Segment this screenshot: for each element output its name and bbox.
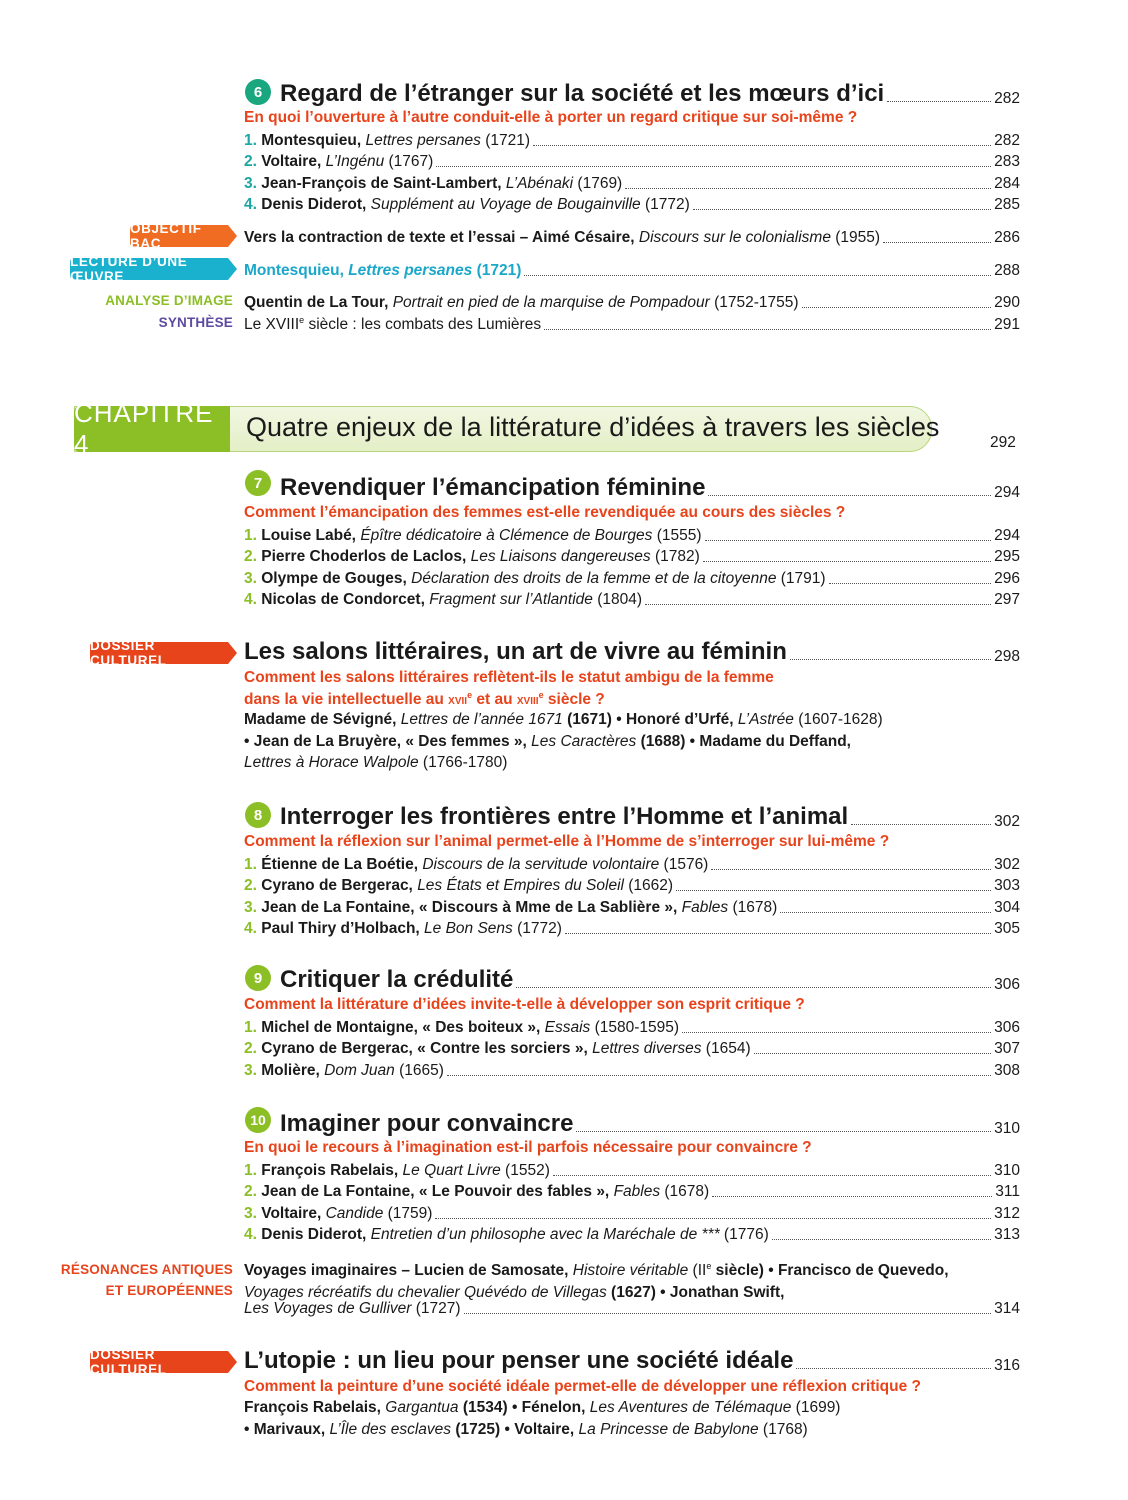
dot-leader (524, 275, 991, 276)
item-number: 2. (244, 153, 257, 171)
item-year: (1654) (701, 1040, 751, 1058)
item-year: (1791) (776, 569, 826, 587)
item-year: (1576) (659, 856, 709, 873)
dot-leader (772, 1239, 991, 1240)
item-author: Molière, (261, 1061, 325, 1079)
page-number: 312 (994, 1204, 1020, 1222)
item-work: Fables (681, 898, 729, 916)
chapter-label-box (74, 398, 230, 459)
item-year: (1662) (623, 877, 674, 895)
toc-entry[interactable] (244, 314, 1020, 334)
section-title: Critiquer la crédulité (280, 966, 514, 993)
work-author: siècle) • Francisco de Quevedo, (711, 1262, 949, 1280)
page-number: 282 (994, 90, 1020, 107)
dot-leader (780, 912, 991, 913)
dot-leader (544, 329, 991, 330)
toc-item[interactable] (244, 194, 1020, 214)
work-author: Voyages imaginaires – Lucien de Samosate, (244, 1262, 573, 1280)
item-work: Les États et Empires du Soleil (417, 877, 624, 895)
tag-label: OBJECTIF BAC (130, 221, 202, 251)
item-number: 2. (244, 1183, 257, 1201)
item-author: Jean de La Fontaine, « Le Pouvoir des fables », (261, 1183, 614, 1201)
page-number: 308 (994, 1061, 1020, 1079)
entry-work: Discours sur le colonialisme (638, 229, 831, 246)
section-question: Comment l’émancipation des femmes est-elle revendiquée au cours des siècles ? (244, 504, 846, 521)
toc-item[interactable] (244, 151, 1020, 171)
dot-leader (829, 583, 992, 584)
section-number-badge: 8 (245, 802, 271, 828)
toc-item[interactable] (244, 546, 1020, 566)
item-work: Essais (544, 1019, 591, 1036)
dossier-question: Comment la peinture d’une société idéale permet-elle de développer une réflexion critique ? (244, 1378, 922, 1395)
chapter-page: 292 (990, 434, 1016, 451)
item-year: (1782) (650, 548, 700, 566)
q-text: siècle ? (543, 691, 605, 709)
dossier-works (244, 709, 883, 774)
entry-year: (1752-1755) (709, 294, 799, 311)
item-number: 1. (244, 132, 257, 149)
toc-item[interactable] (244, 897, 1020, 917)
dot-leader (553, 1175, 991, 1176)
section-title-row[interactable] (280, 472, 1020, 502)
section-title: Interroger les frontières entre l’Homme et l’animal (280, 803, 849, 830)
item-work: Le Quart Livre (402, 1162, 501, 1179)
entry-text: Vers la contraction de texte et l’essai – Aimé Césaire, (244, 229, 639, 246)
toc-item[interactable] (244, 1224, 1020, 1244)
page-number: 284 (994, 174, 1020, 192)
toc-item[interactable] (244, 1060, 1020, 1080)
synthese-label: SYNTHÈSE (158, 315, 233, 330)
item-author: Montesquieu, (261, 132, 366, 149)
section-question: Comment la réflexion sur l’animal permet-elle à l’Homme de s’interroger sur lui-même ? (244, 833, 890, 850)
superscript: e (706, 1261, 712, 1271)
item-work: Les Liaisons dangereuses (470, 548, 651, 566)
item-author: François Rabelais, (261, 1162, 403, 1179)
page-number: 314 (994, 1300, 1020, 1317)
dot-leader (682, 1032, 991, 1033)
work-author: (1534) • Fénelon, (458, 1399, 590, 1416)
toc-item[interactable] (244, 1017, 1020, 1037)
section-title-row[interactable] (280, 801, 1020, 831)
item-year: (1678) (728, 898, 778, 916)
toc-item[interactable] (244, 568, 1020, 588)
dot-leader (693, 209, 991, 210)
work-author: • Jean de La Bruyère, « Des femmes », (244, 732, 532, 750)
section-title-row[interactable] (280, 78, 1020, 108)
item-work: Entretien d’un philosophe avec la Maréchale de *** (370, 1225, 720, 1243)
dossier-question-line: Comment les salons littéraires reflètent-ils le statut ambigu de la femme (244, 669, 774, 686)
dot-leader (796, 1368, 991, 1369)
q-century: xvii (448, 691, 468, 708)
section-title: Regard de l’étranger sur la société et les mœurs d’ici (280, 80, 885, 107)
section-title-row[interactable] (280, 964, 1020, 994)
resonances-label-line: RÉSONANCES ANTIQUES (60, 1262, 233, 1277)
item-number: 1. (244, 1019, 257, 1036)
dossier-question-line (244, 690, 605, 709)
section-number-badge: 10 (245, 1107, 271, 1133)
tag-label: LECTURE D’UNE ŒUVRE (70, 254, 188, 284)
item-author: Denis Diderot, (261, 195, 371, 213)
item-number: 2. (244, 877, 257, 895)
dot-leader (703, 561, 991, 562)
tag-label: DOSSIER CULTUREL (90, 1347, 167, 1377)
work-year: (1727) (411, 1300, 461, 1317)
item-author: Jean de La Fontaine, « Discours à Mme de La Sablière », (261, 898, 682, 916)
item-year: (1759) (383, 1204, 433, 1222)
item-author: Étienne de La Boétie, (261, 856, 423, 873)
dossier-title: L’utopie : un lieu pour penser une société idéale (244, 1347, 794, 1374)
dot-leader (576, 1131, 991, 1132)
item-work: Épître dédicatoire à Clémence de Bourges (360, 527, 653, 544)
work-title: Les Voyages de Gulliver (244, 1300, 412, 1317)
dossier-title-row[interactable] (244, 636, 1020, 666)
item-work: Fragment sur l’Atlantide (429, 590, 593, 608)
q-century: xviii (516, 691, 539, 708)
objectif-bac-tag (130, 221, 228, 251)
item-number: 4. (244, 1225, 257, 1243)
dossier-culturel-tag (90, 1347, 228, 1377)
page-number: 290 (994, 294, 1020, 311)
section-question: En quoi le recours à l’imagination est-il parfois nécessaire pour convaincre ? (244, 1139, 812, 1156)
page-number: 310 (994, 1162, 1020, 1179)
dot-leader (625, 188, 991, 189)
item-work: Le Bon Sens (424, 919, 513, 937)
page-number: 285 (994, 195, 1020, 213)
entry-work: Lettres persanes (348, 262, 473, 279)
item-work: Déclaration des droits de la femme et de la citoyenne (411, 569, 777, 587)
dossier-works (244, 1397, 840, 1440)
item-number: 1. (244, 1162, 257, 1179)
entry-work: Portrait en pied de la marquise de Pompadour (392, 294, 710, 311)
page-number: 288 (994, 262, 1020, 279)
resonances-label-line: ET EUROPÉENNES (105, 1283, 233, 1298)
work-title: Lettres de l’année 1671 (400, 711, 563, 728)
dot-leader (883, 242, 991, 243)
page-number: 297 (994, 590, 1020, 608)
item-number: 3. (244, 1204, 257, 1222)
page-number: 313 (994, 1225, 1020, 1243)
work-year: (1699) (791, 1399, 841, 1416)
dot-leader (436, 166, 991, 167)
toc-item[interactable] (244, 918, 1020, 938)
chapter-banner[interactable] (74, 398, 940, 459)
chapter-label: CHAPITRE 4 (74, 398, 214, 459)
dot-leader (708, 495, 991, 496)
dot-leader (790, 659, 991, 660)
item-number: 4. (244, 195, 257, 213)
section-number-badge: 9 (245, 965, 271, 991)
toc-item[interactable] (244, 525, 1020, 545)
superscript: e (467, 690, 473, 700)
item-number: 1. (244, 527, 257, 544)
item-work: Lettres diverses (592, 1040, 702, 1058)
item-number: 1. (244, 856, 257, 873)
item-author: Louise Labé, (261, 527, 361, 544)
toc-item[interactable] (244, 173, 1020, 193)
dot-leader (887, 101, 991, 102)
item-author: Nicolas de Condorcet, (261, 590, 430, 608)
work-author: (1688) • Madame du Deffand, (636, 732, 851, 750)
item-year: (1552) (500, 1162, 550, 1179)
section-title-row[interactable] (280, 1108, 1020, 1138)
work-title: Gargantua (385, 1399, 459, 1416)
works-line (244, 731, 883, 753)
item-work: L’Abénaki (505, 174, 574, 192)
q-text: dans la vie intellectuelle au (244, 691, 449, 709)
works-line (244, 1419, 840, 1441)
item-author: Voltaire, (261, 153, 326, 171)
item-work: L’Ingénu (325, 153, 385, 171)
section-question: Comment la littérature d’idées invite-t-elle à développer son esprit critique ? (244, 996, 805, 1013)
toc-item[interactable] (244, 1181, 1020, 1201)
dot-leader (533, 145, 991, 146)
item-number: 2. (244, 548, 257, 566)
entry-year: (1955) (830, 229, 881, 246)
item-number: 3. (244, 569, 257, 587)
item-work: Supplément au Voyage de Bougainville (370, 195, 641, 213)
entry-text: Le XVIII (244, 316, 300, 333)
item-work: Dom Juan (324, 1061, 395, 1079)
page-number: 307 (994, 1040, 1020, 1058)
toc-item[interactable] (244, 1160, 1020, 1180)
dot-leader (676, 890, 991, 891)
item-year: (1776) (719, 1225, 769, 1243)
page-number: 302 (994, 813, 1020, 830)
tag-label: DOSSIER CULTUREL (90, 638, 167, 668)
work-title: Les Aventures de Télémaque (589, 1399, 792, 1416)
dossier-title-row[interactable] (244, 1345, 1020, 1375)
works-line (244, 1397, 840, 1419)
work-title: Voyages récréatifs du chevalier Quévédo de Villegas (244, 1283, 607, 1301)
page-number: 311 (995, 1183, 1020, 1201)
page-number: 294 (994, 527, 1020, 544)
resonances-label (61, 1259, 233, 1301)
dot-leader (447, 1075, 991, 1076)
item-author: Jean-François de Saint-Lambert, (261, 174, 506, 192)
toc-item[interactable] (244, 589, 1020, 609)
page-number: 310 (994, 1120, 1020, 1137)
section-question: En quoi l’ouverture à l’autre conduit-elle à porter un regard critique sur soi-même ? (244, 109, 858, 126)
item-number: 4. (244, 919, 257, 937)
toc-entry[interactable] (244, 260, 1020, 280)
page-number: 303 (994, 877, 1020, 895)
work-title: L’Astrée (737, 711, 794, 728)
work-author: Madame de Sévigné, (244, 711, 401, 728)
item-year: (1678) (660, 1183, 710, 1201)
item-author: Voltaire, (261, 1204, 326, 1222)
work-author: • Marivaux, (244, 1420, 330, 1438)
page-number: 298 (994, 648, 1020, 665)
page-number: 286 (994, 229, 1020, 246)
entry-text: siècle : les combats des Lumières (304, 316, 542, 333)
work-author: (1671) • Honoré d’Urfé, (562, 711, 738, 728)
item-author: Cyrano de Bergerac, « Contre les sorciers », (261, 1040, 593, 1058)
item-author: Michel de Montaigne, « Des boiteux », (261, 1019, 545, 1036)
dot-leader (435, 1218, 991, 1219)
item-author: Olympe de Gouges, (261, 569, 412, 587)
section-title: Revendiquer l’émancipation féminine (280, 474, 706, 501)
item-number: 4. (244, 590, 257, 608)
section-number-badge: 7 (245, 470, 271, 496)
item-year: (1804) (592, 590, 643, 608)
works-line: Voyages imaginaires – Lucien de Samosate, Histoire véritable (IIe siècle) • Francisco de Quevedo, (244, 1261, 949, 1280)
entry-text: Montesquieu, (244, 262, 349, 279)
toc-entry[interactable] (244, 227, 1020, 247)
item-year: (1772) (640, 195, 690, 213)
work-author: François Rabelais, (244, 1399, 386, 1416)
work-title: Histoire véritable (572, 1262, 689, 1280)
works-line (244, 752, 883, 774)
entry-text: Quentin de La Tour, (244, 294, 393, 311)
page-number: 306 (994, 976, 1020, 993)
analyse-image-label: ANALYSE D’IMAGE (105, 293, 233, 308)
work-year: (1607-1628) (793, 711, 883, 728)
item-number: 3. (244, 898, 257, 916)
dot-leader (645, 604, 991, 605)
item-year: (1665) (394, 1061, 444, 1079)
item-work: Discours de la servitude volontaire (422, 856, 660, 873)
work-author: (1725) • Voltaire, (451, 1420, 579, 1438)
toc-item[interactable] (244, 1203, 1020, 1223)
dot-leader (565, 933, 991, 934)
toc-item[interactable] (244, 875, 1020, 895)
work-author: (1627) • Jonathan Swift, (606, 1283, 785, 1301)
superscript: e (299, 314, 305, 325)
toc-item[interactable] (244, 130, 1020, 150)
work-title: La Princesse de Babylone (578, 1420, 759, 1438)
item-work: Fables (613, 1183, 661, 1201)
item-number: 3. (244, 1061, 257, 1079)
page-number: 294 (994, 484, 1020, 501)
page-number: 305 (994, 919, 1020, 937)
item-number: 3. (244, 174, 257, 192)
dossier-culturel-tag (90, 638, 228, 668)
work-title: L’Île des esclaves (329, 1420, 452, 1438)
page-number: 302 (994, 856, 1020, 873)
century: II (697, 1262, 707, 1280)
item-work: Candide (325, 1204, 384, 1222)
works-line (244, 709, 883, 731)
dot-leader (516, 987, 991, 988)
item-author: Cyrano de Bergerac, (261, 877, 418, 895)
page-number: 283 (994, 153, 1020, 171)
toc-item[interactable] (244, 1038, 1020, 1058)
page-number: 304 (994, 898, 1020, 916)
dot-leader (802, 307, 992, 308)
dossier-title: Les salons littéraires, un art de vivre au féminin (244, 638, 787, 665)
q-text: et au (472, 691, 517, 709)
resonances-works (244, 1256, 949, 1303)
page-number: 282 (994, 132, 1020, 149)
dot-leader (464, 1313, 992, 1314)
superscript: e (538, 690, 544, 700)
dot-leader (705, 540, 992, 541)
section-title: Imaginer pour convaincre (280, 1110, 574, 1137)
dot-leader (712, 1196, 992, 1197)
page-number: 296 (994, 569, 1020, 587)
work-year: (1768) (758, 1420, 808, 1438)
dot-leader (851, 824, 991, 825)
item-work: Lettres persanes (365, 132, 481, 149)
item-year: (1772) (512, 919, 562, 937)
work-title: Les Caractères (531, 732, 637, 750)
dot-leader (754, 1053, 992, 1054)
page-number: 316 (994, 1357, 1020, 1374)
item-author: Paul Thiry d’Holbach, (261, 919, 425, 937)
toc-entry[interactable] (244, 292, 1020, 312)
item-year: (1555) (652, 527, 702, 544)
entry-year: (1721) (472, 262, 522, 279)
toc-item[interactable] (244, 854, 1020, 874)
work-title: Lettres à Horace Walpole (244, 754, 419, 771)
section-number-badge: 6 (245, 79, 271, 105)
dot-leader (711, 869, 991, 870)
item-year: (1580-1595) (590, 1019, 680, 1036)
item-year: (1721) (480, 132, 531, 149)
page-number: 295 (994, 548, 1020, 566)
toc-entry[interactable] (244, 1298, 1020, 1318)
work-year: (1766-1780) (418, 754, 508, 771)
page-number: 306 (994, 1019, 1020, 1036)
item-author: Denis Diderot, (261, 1225, 371, 1243)
item-number: 2. (244, 1040, 257, 1058)
lecture-oeuvre-tag (70, 254, 228, 284)
item-year: (1767) (384, 153, 434, 171)
item-author: Pierre Choderlos de Laclos, (261, 548, 471, 566)
item-year: (1769) (573, 174, 623, 192)
page-number: 291 (994, 316, 1020, 333)
chapter-title: Quatre enjeux de la littérature d’idées à travers les siècles (246, 412, 940, 442)
